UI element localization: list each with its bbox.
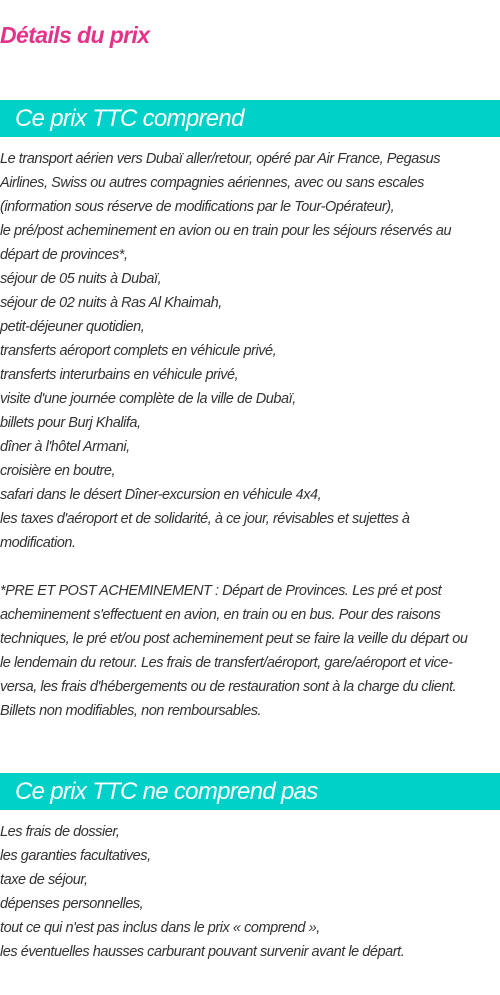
note-line: le lendemain du retour. Les frais de transfert/aéroport, gare/aéroport et vice- — [0, 655, 453, 671]
includes-line: Le transport aérien vers Dubaï aller/retour, opéré par Air France, Pegasus — [0, 151, 441, 167]
excludes-line: les éventuelles hausses carburant pouvant survenir avant le départ. — [0, 944, 405, 960]
excludes-line: les garanties facultatives, — [0, 848, 151, 864]
note-line: versa, les frais d'hébergements ou de restauration sont à la charge du client. — [0, 679, 457, 695]
includes-line: croisière en boutre, — [0, 463, 116, 479]
includes-line: Airlines, Swiss ou autres compagnies aériennes, avec ou sans escales — [0, 175, 424, 191]
note-line: acheminement s'effectuent en avion, en train ou en bus. Pour des raisons — [0, 607, 441, 623]
includes-line: billets pour Burj Khalifa, — [0, 415, 141, 431]
note-line: *PRE ET POST ACHEMINEMENT : Départ de Provinces. Les pré et post — [0, 583, 442, 599]
transfer-note — [0, 579, 500, 723]
includes-line: dîner à l'hôtel Armani, — [0, 439, 130, 455]
includes-line: petit-déjeuner quotidien, — [0, 319, 145, 335]
excludes-line: tout ce qui n'est pas inclus dans le prix « comprend », — [0, 920, 320, 936]
includes-line: le pré/post acheminement en avion ou en train pour les séjours réservés au — [0, 223, 452, 239]
includes-line: safari dans le désert Dîner-excursion en véhicule 4x4, — [0, 487, 322, 503]
includes-line: transferts interurbains en véhicule privé, — [0, 367, 239, 383]
includes-list — [0, 147, 500, 555]
excludes-heading: Ce prix TTC ne comprend pas — [0, 773, 500, 810]
includes-line: modification. — [0, 535, 76, 551]
excludes-line: dépenses personnelles, — [0, 896, 144, 912]
includes-heading: Ce prix TTC comprend — [0, 100, 500, 137]
includes-line: (information sous réserve de modifications par le Tour-Opérateur), — [0, 199, 395, 215]
excludes-line: Les frais de dossier, — [0, 824, 120, 840]
includes-line: départ de provinces*, — [0, 247, 128, 263]
includes-line: transferts aéroport complets en véhicule privé, — [0, 343, 277, 359]
includes-line: séjour de 05 nuits à Dubaï, — [0, 271, 162, 287]
includes-line: visite d'une journée complète de la ville de Dubaï, — [0, 391, 296, 407]
excludes-list — [0, 820, 500, 964]
note-line: techniques, le pré et/ou post acheminement peut se faire la veille du départ ou — [0, 631, 468, 647]
includes-line: les taxes d'aéroport et de solidarité, à ce jour, révisables et sujettes à — [0, 511, 410, 527]
page-title: Détails du prix — [0, 22, 150, 48]
excludes-line: taxe de séjour, — [0, 872, 88, 888]
includes-line: séjour de 02 nuits à Ras Al Khaimah, — [0, 295, 222, 311]
note-line: Billets non modifiables, non remboursables. — [0, 703, 262, 719]
